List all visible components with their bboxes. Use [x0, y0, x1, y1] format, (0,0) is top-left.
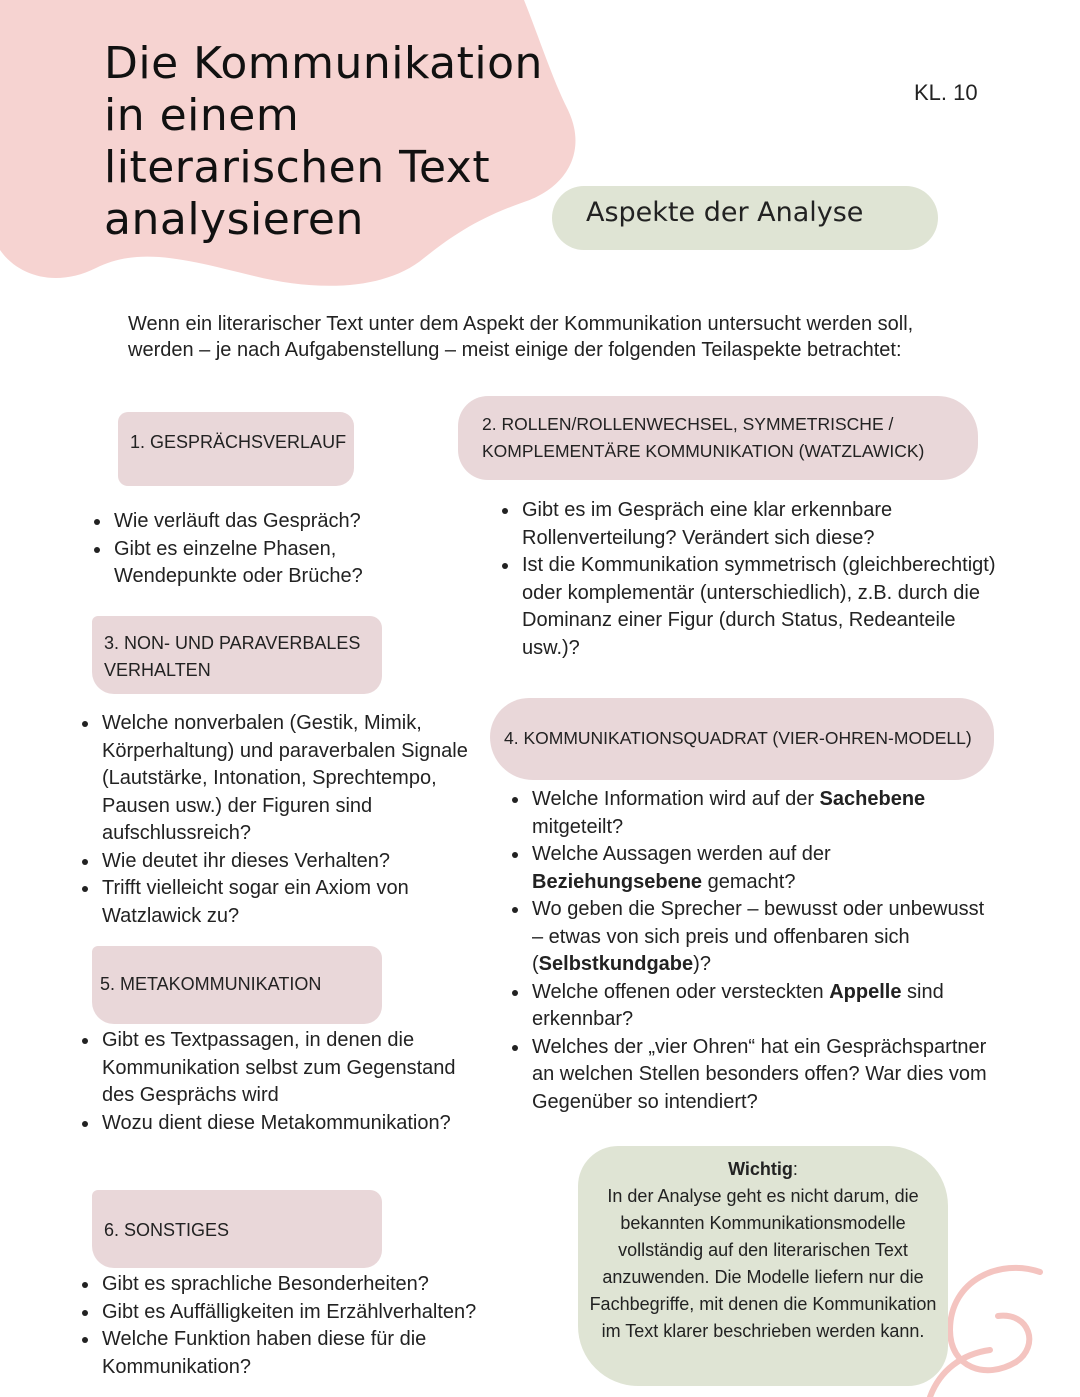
list-item: • Gibt es Textpassagen, in denen die Kommunikation selbst zum Gegenstand des Gesprächs wird: [100, 1027, 478, 1110]
section-heading-text: VERHALTEN: [104, 660, 211, 680]
section-4-heading: [490, 698, 994, 780]
list-item: • Gibt es einzelne Phasen, Wendepunkte oder Brüche?: [112, 536, 442, 591]
list-item: • Welche Aussagen werden auf der Beziehungsebene gemacht?: [530, 841, 1000, 896]
list-item: • Welche nonverbalen (Gestik, Mimik, Körperhaltung) und paraverbalen Signale (Lautstärke, Intonation, Sprechtempo, Pausen usw.) der Figuren sind aufschlussreich?: [100, 710, 478, 848]
bold-term: Selbstkundgabe: [538, 953, 694, 975]
section-5-list: [78, 1027, 478, 1137]
section-1-heading: [118, 412, 354, 486]
section-2-heading: [458, 396, 978, 480]
list-item: • Wo geben die Sprecher – bewusst oder unbewusst – etwas von sich preis und offenbaren sich (Selbstkundgabe)?: [530, 896, 1000, 979]
section-1-list: [90, 508, 442, 591]
section-6-list: [78, 1271, 540, 1381]
title-line: analysieren: [104, 194, 364, 245]
list-item: • Wozu dient diese Metakommunikation?: [100, 1110, 478, 1138]
list-item: • Welche Funktion haben diese für die Kommunikation?: [100, 1326, 540, 1381]
grade-label: KL. 10: [914, 80, 978, 105]
list-item: • Gibt es im Gespräch eine klar erkennbare Rollenverteilung? Verändert sich diese?: [520, 497, 1000, 552]
intro-text: Wenn ein literarischer Text unter dem Aspekt der Kommunikation untersucht werden soll, werden – je nach Aufgabenstellung – meist einige der folgenden Teilaspekte betrachtet:: [128, 313, 914, 361]
section-3-heading: [92, 616, 382, 694]
section-2-list: [498, 497, 1000, 662]
bold-term: Beziehungsebene: [532, 870, 703, 893]
note-text: In der Analyse geht es nicht darum, die bekannten Kommunikationsmodelle vollständig auf den literarischen Text anzuwenden. Die Modelle liefern nur die Fachbegriffe, mit denen die Kommunikation im Text klarer beschrieben werden kann.: [589, 1186, 937, 1341]
note-label: Wichtig: [728, 1159, 793, 1179]
title-line: in einem: [104, 90, 300, 141]
list-item: • Welches der „vier Ohren“ hat ein Gesprächspartner an welchen Stellen besonders offen? War dies vom Gegenüber so intendiert?: [530, 1034, 1000, 1117]
section-heading-text: 4. KOMMUNIKATIONSQUADRAT (VIER-OHREN-MODELL): [504, 728, 972, 748]
list-item: • Wie deutet ihr dieses Verhalten?: [100, 848, 478, 876]
important-note: [578, 1146, 948, 1386]
page-title: [104, 38, 574, 246]
section-heading-text: 5. METAKOMMUNIKATION: [100, 974, 322, 994]
section-heading-text: 6. SONSTIGES: [104, 1220, 230, 1240]
section-4-list: [508, 786, 1000, 1116]
list-item: • Gibt es sprachliche Besonderheiten?: [100, 1271, 540, 1299]
section-heading-text: 1. GESPRÄCHSVERLAUF: [130, 432, 347, 452]
list-item: • Trifft vielleicht sogar ein Axiom von Watzlawick zu?: [100, 875, 478, 930]
list-item: • Wie verläuft das Gespräch?: [112, 508, 442, 536]
section-heading-text: 2. ROLLEN/ROLLENWECHSEL, SYMMETRISCHE /: [482, 414, 894, 434]
list-item: • Welche offenen oder versteckten Appelle sind erkennbar?: [530, 979, 1000, 1034]
section-5-heading: [92, 946, 382, 1024]
list-item: • Welche Information wird auf der Sachebene mitgeteilt?: [530, 786, 1000, 841]
title-line: Die Kommunikation: [104, 38, 543, 89]
section-3-list: [78, 710, 478, 930]
list-item: • Gibt es Auffälligkeiten im Erzählverhalten?: [100, 1299, 540, 1327]
subtitle-pill: Aspekte der Analyse: [552, 186, 938, 250]
section-heading-text: KOMPLEMENTÄRE KOMMUNIKATION (WATZLAWICK): [482, 441, 925, 461]
note-heading: Wichtig:: [728, 1159, 798, 1179]
bold-term: Sachebene: [819, 788, 926, 810]
section-heading-text: 3. NON- UND PARAVERBALES: [104, 633, 361, 653]
list-item: • Ist die Kommunikation symmetrisch (gleichberechtigt) oder komplementär (unterschiedlich), z.B. durch die Dominanz einer Figur (durch Status, Redeanteile usw.)?: [520, 552, 1000, 662]
bold-term: Appelle: [829, 980, 902, 1003]
section-6-heading: [92, 1190, 382, 1268]
title-line: literarischen Text: [104, 142, 491, 193]
